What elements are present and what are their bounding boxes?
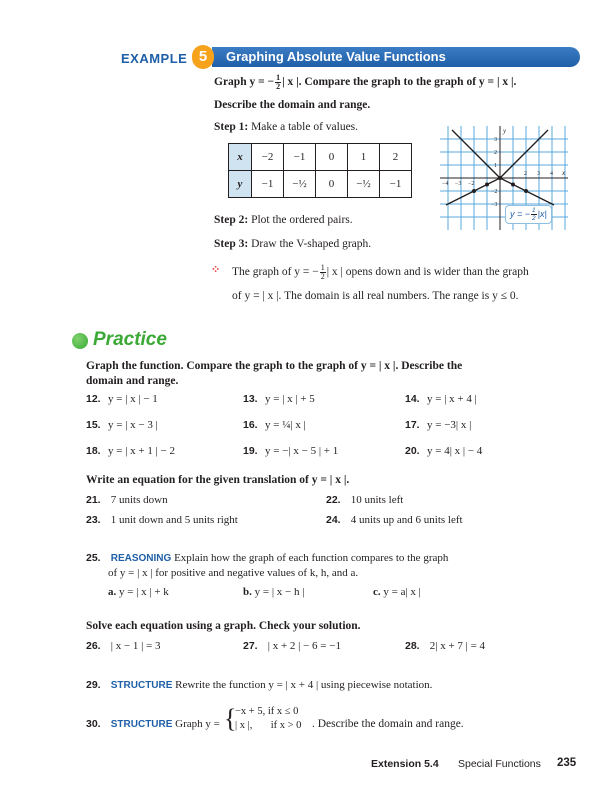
- example-number: 5: [198, 48, 208, 65]
- list-item: 24. 4 units up and 6 units left: [326, 514, 463, 526]
- table-row-y: [229, 171, 412, 198]
- list-item: 26. | x − 1 | = 3: [86, 640, 161, 652]
- list-item: 12. y = | x | − 1: [86, 393, 158, 405]
- list-item: 19. y = −| x − 5 | + 1: [243, 445, 339, 457]
- step2: Step 2: Plot the ordered pairs.: [214, 214, 353, 226]
- table-header-x: x: [229, 144, 252, 171]
- list-item: 16. y = ¼| x |: [243, 419, 306, 431]
- example-prompt: Graph y = − $\frac{1}{2}$ | x |. Compare the graph to the graph of y = | x |.: [214, 73, 517, 91]
- list-item: 15. y = | x − 3 |: [86, 419, 158, 431]
- list-item: 18. y = | x + 1 | − 2: [86, 445, 176, 457]
- piecewise-case1: −x + 5, if x ≤ 0: [235, 706, 299, 717]
- footer-title: Special Functions: [458, 758, 541, 770]
- y-axis-label: y: [503, 127, 507, 135]
- values-table: [228, 143, 412, 198]
- list-item: 14. y = | x + 4 |: [405, 393, 477, 405]
- table-cell: −1: [284, 144, 316, 171]
- tick-label: −2: [468, 181, 475, 187]
- tick-label: −3: [455, 181, 462, 187]
- tick-label: −3: [491, 202, 498, 208]
- table-row-x: [229, 144, 412, 171]
- structure-tag: STRUCTURE: [110, 719, 173, 730]
- list-item: 17. y = −3| x |: [405, 419, 472, 431]
- piecewise-case2: | x |, if x > 0: [235, 720, 302, 731]
- list-item: 27. | x + 2 | − 6 = −1: [243, 640, 341, 652]
- practice-instructions-line2: domain and range.: [86, 375, 179, 387]
- plotted-point: [524, 189, 528, 193]
- tick-label: 4: [550, 171, 553, 177]
- list-item: c. y = a| x |: [373, 586, 421, 598]
- list-item: a. y = | x | + k: [108, 586, 169, 598]
- list-item: 22. 10 units left: [326, 494, 404, 506]
- footer-section: Extension 5.4: [371, 758, 439, 770]
- plotted-point: [498, 176, 502, 180]
- problem-29: 29. STRUCTURE Rewrite the function y = | x + 4 | using piecewise notation.: [86, 679, 433, 691]
- conclusion-marker-icon: ⁘: [211, 264, 221, 276]
- list-item: 21. 7 units down: [86, 494, 168, 506]
- list-item: 28. 2| x + 7 | = 4: [405, 640, 486, 652]
- problem-25-line2: of y = | x | for positive and negative values of k, h, and a.: [108, 567, 359, 579]
- tick-label: 3: [537, 171, 540, 177]
- plotted-point: [472, 189, 476, 193]
- graph-curve-label: y = − $\frac{1}{2}$ |x|: [505, 205, 552, 224]
- example-prompt-line2: Describe the domain and range.: [214, 99, 371, 111]
- table-cell: 1: [348, 144, 380, 171]
- table-cell: −2: [252, 144, 284, 171]
- problem-25: 25. REASONING Explain how the graph of each function compares to the graph: [86, 552, 449, 564]
- tick-label: 2: [524, 171, 527, 177]
- practice-heading: Practice: [93, 329, 167, 350]
- practice-bullet-icon: [72, 333, 88, 349]
- step1: Step 1: Make a table of values.: [214, 121, 359, 133]
- problem-30: 30. STRUCTURE Graph y =: [86, 718, 220, 730]
- list-item: b. y = | x − h |: [243, 586, 305, 598]
- table-cell: −1: [380, 171, 412, 198]
- list-item: 20. y = 4| x | − 4: [405, 445, 483, 457]
- practice-instructions: Graph the function. Compare the graph to the graph of y = | x |. Describe the: [86, 360, 463, 372]
- page-number: 235: [557, 757, 577, 769]
- table-cell: −½: [348, 171, 380, 198]
- problem-30-tail: . Describe the domain and range.: [312, 718, 464, 730]
- tick-label: −4: [442, 181, 449, 187]
- plotted-point: [485, 183, 489, 187]
- reasoning-tag: REASONING: [110, 553, 172, 564]
- table-cell: −½: [284, 171, 316, 198]
- solve-heading: Solve each equation using a graph. Check your solution.: [86, 620, 361, 632]
- table-cell: 2: [380, 144, 412, 171]
- tick-label: −2: [491, 189, 498, 195]
- piecewise-brace: {: [224, 704, 237, 733]
- table-cell: 0: [316, 144, 348, 171]
- structure-tag: STRUCTURE: [110, 680, 173, 691]
- list-item: 13. y = | x | + 5: [243, 393, 315, 405]
- step3: Step 3: Draw the V-shaped graph.: [214, 238, 372, 250]
- tick-label: 3: [494, 137, 497, 143]
- tick-label: 1: [494, 163, 497, 169]
- x-axis-label: x: [562, 169, 566, 177]
- conclusion-line2: of y = | x |. The domain is all real numbers. The range is y ≤ 0.: [232, 290, 519, 302]
- table-cell: −1: [252, 171, 284, 198]
- plotted-point: [511, 183, 515, 187]
- example-title: Graphing Absolute Value Functions: [226, 49, 446, 64]
- example-number-badge: [192, 45, 214, 69]
- table-cell: 0: [316, 171, 348, 198]
- example-label: EXAMPLE: [121, 51, 188, 66]
- conclusion: The graph of y = − $\frac{1}{2}$ | x | opens down and is wider than the graph: [232, 263, 529, 281]
- translation-heading: Write an equation for the given translation of y = | x |.: [86, 474, 350, 486]
- table-header-y: y: [229, 171, 252, 198]
- tick-label: 2: [494, 150, 497, 156]
- list-item: 23. 1 unit down and 5 units right: [86, 514, 238, 526]
